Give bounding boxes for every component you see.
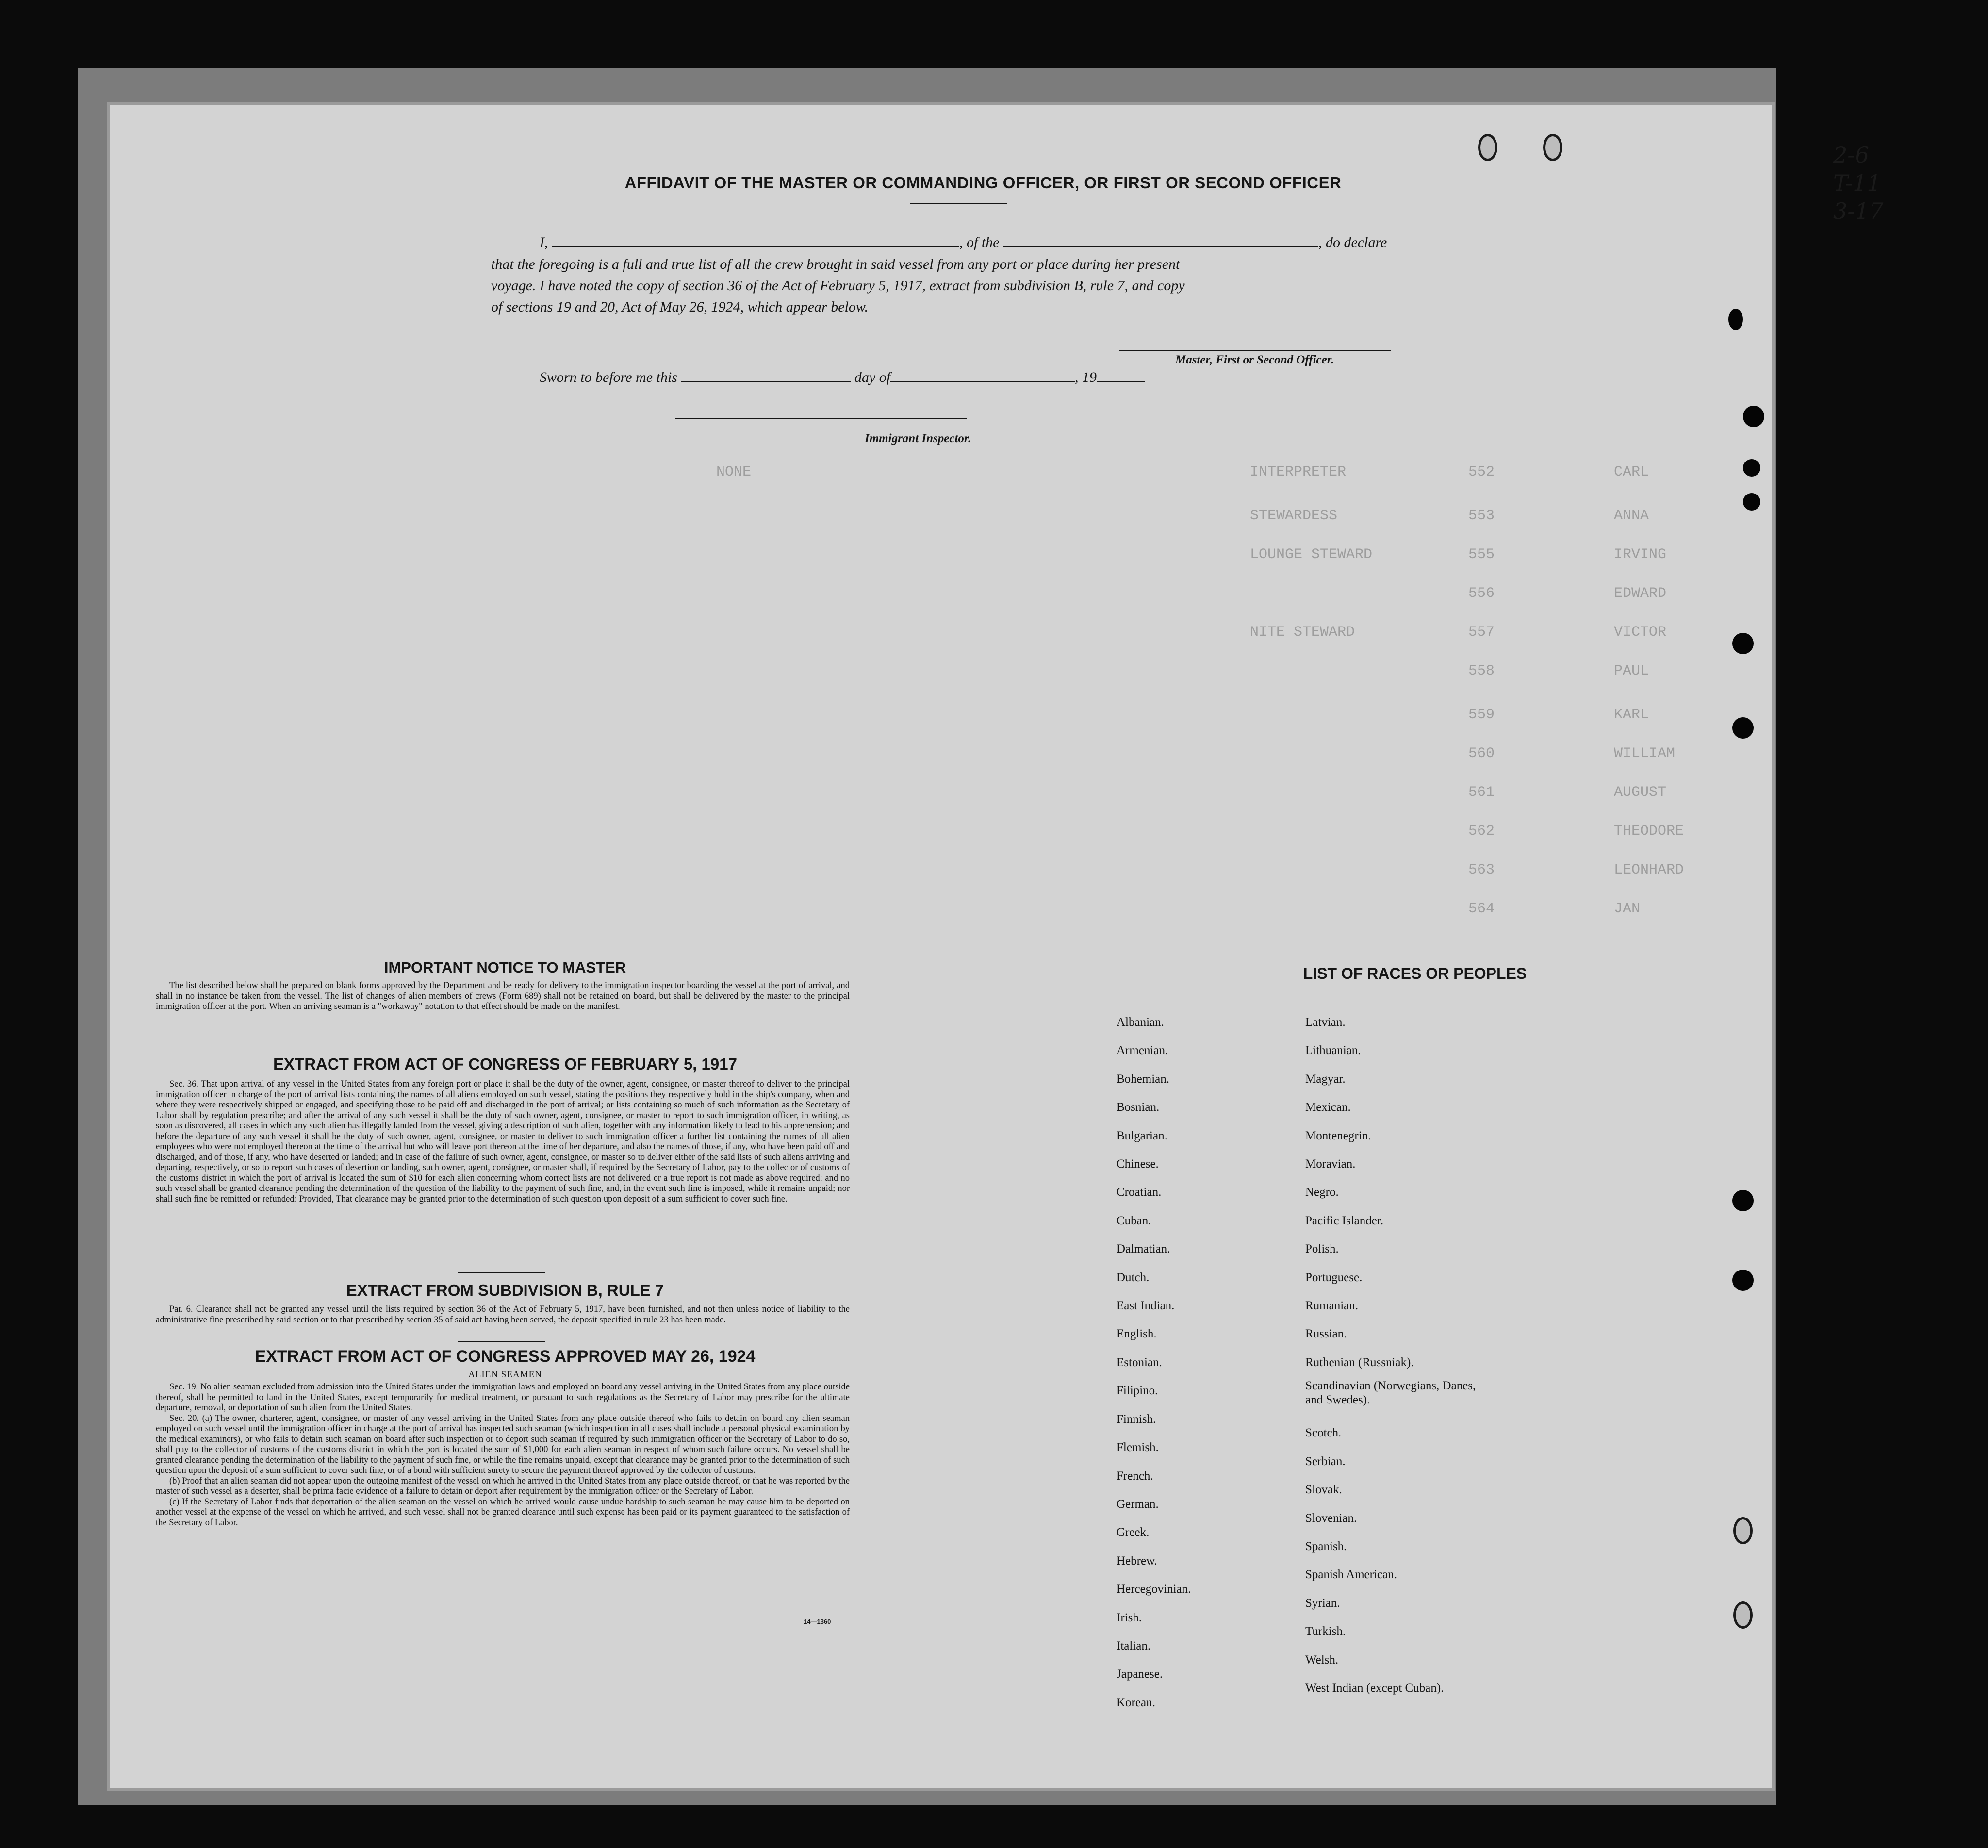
race-item: Syrian. (1305, 1596, 1340, 1610)
race-item: Lithuanian. (1305, 1044, 1361, 1057)
race-item: Bosnian. (1117, 1101, 1160, 1114)
race-item: Scandinavian (Norwegians, Danes, and Swedes). (1305, 1379, 1476, 1407)
race-item: Negro. (1305, 1186, 1339, 1199)
race-item: Welsh. (1305, 1653, 1339, 1666)
race-item: Dutch. (1117, 1270, 1150, 1284)
handwritten-annotation: 2-6 T-11 3-17 (1833, 142, 1884, 224)
extract-1917-title: EXTRACT FROM ACT OF CONGRESS OF FEBRUARY 5, 1917 (273, 1055, 737, 1073)
race-item: Mexican. (1305, 1101, 1351, 1114)
race-item: Japanese. (1117, 1667, 1163, 1681)
notice-text: The list described below shall be prepared on blank forms approved by the Department and be ready for delivery to the immigration inspector boarding the vessel at the port of arrival, and shall in no instance be taken from the vessel. The list of changes of alien members of crews (Form 689) shall not be retained on board, but shall be delivered by the master to the principal immigration officer at the port. When an arriving seaman is a "workaway" notation to that effect should be made on the manifest. (156, 981, 850, 1011)
punch-hole (1732, 1270, 1754, 1291)
master-signature-line[interactable] (1119, 350, 1391, 351)
race-item: Greek. (1117, 1526, 1150, 1539)
declaration-line-4: of sections 19 and 20, Act of May 26, 1924, which appear below. (491, 299, 869, 315)
title-underline (910, 203, 1007, 204)
race-item: Rumanian. (1305, 1299, 1359, 1313)
race-item: Albanian. (1117, 1016, 1164, 1029)
race-item: French. (1117, 1469, 1153, 1483)
race-item: Hercegovinian. (1117, 1583, 1191, 1596)
extract-1924-text: Sec. 19. No alien seaman excluded from admission into the United States under the immigration laws and employed on board any vessel arriving in the United States from any place outside thereof, shall be permitted to land in the United States, except temporarily for medical treatment, or pursuant to such regulations as the Secretary of Labor may prescribe for the ultimate departure, removal, or deportation of such alien from the United States. Sec. 20. (a) The owner, charterer, agent, consignee, or master of any vessel arriving in the United States from any place outside thereof who fails to detain on board any alien seaman employed on such vessel until the immigration officer in charge at the port of arrival has inspected such seaman (which inspection in all cases shall include a personal physical examination by the medical examiners), or who fails to detain such seaman on board after such inspection or to deport such seaman if required by such immigration officer or the Secretary of Labor to do so, shall pay to the collector of customs of the customs district in which the port is located the sum of $1,000 for each alien seaman in respect of whom such failure occurs. No vessel shall be granted clearance pending the determination of the liability to the payment of such fine, or while the fine remains unpaid, except that clearance may be granted prior to the determination of such question upon the deposit of a sum sufficient to cover such fine, or of a bond with sufficient surety to secure the payment thereof approved by the collector of customs. (b) Proof that an alien seaman did not appear upon the outgoing manifest of the vessel on which he arrived in the United States from any place outside thereof, or that he was reported by the master of such vessel as a deserter, shall be prima facie evidence of a failure to detain or deport after requirement by the immigration officer or the Secretary of Labor. (c) If the Secretary of Labor finds that deportation of the alien seaman on the vessel on which he arrived would cause undue hardship to such seaman he may cause him to be deported on another vessel at the expense of the vessel on which he arrived, and such vessel shall not be granted clearance until such expense has been paid or its payment guaranteed to the satisfaction of the Secretary of Labor. (156, 1382, 850, 1528)
punch-hole (1732, 1190, 1754, 1211)
extract-rule7-title: EXTRACT FROM SUBDIVISION B, RULE 7 (346, 1281, 664, 1299)
sworn-day-blank[interactable] (681, 381, 851, 382)
binder-ring-top-left (1478, 134, 1497, 161)
extract-1924-title: EXTRACT FROM ACT OF CONGRESS APPROVED MAY 26, 1924 (255, 1347, 756, 1366)
race-item: Pacific Islander. (1305, 1214, 1384, 1227)
race-item: Polish. (1305, 1242, 1339, 1256)
race-item: Flemish. (1117, 1441, 1159, 1454)
sworn-year-blank[interactable] (1097, 381, 1145, 382)
race-item: Cuban. (1117, 1214, 1151, 1227)
declaration-line-3: voyage. I have noted the copy of section 36 of the Act of February 5, 1917, extract from subdivision B, rule 7, and copy (491, 278, 1185, 294)
form-number: 14—1360 (804, 1618, 831, 1625)
race-item: English. (1117, 1327, 1157, 1341)
master-signature-caption: Master, First or Second Officer. (1175, 353, 1334, 366)
race-item: Irish. (1117, 1611, 1142, 1624)
race-item: Turkish. (1305, 1625, 1346, 1638)
affidavit-title: AFFIDAVIT OF THE MASTER OR COMMANDING OFFICER, OR FIRST OR SECOND OFFICER (624, 174, 1342, 192)
binder-ring-bottom (1733, 1601, 1753, 1629)
race-item: Slovak. (1305, 1483, 1342, 1497)
declaration-line-1: I, , of the , do declare (540, 234, 1387, 250)
punch-hole (1728, 309, 1743, 330)
race-item: Hebrew. (1117, 1554, 1157, 1568)
races-title: LIST OF RACES OR PEOPLES (1303, 965, 1527, 982)
race-item: Spanish American. (1305, 1568, 1397, 1582)
races-left-column (1117, 1008, 1191, 1717)
inspector-signature-line[interactable] (675, 418, 967, 419)
race-item: Bohemian. (1117, 1072, 1170, 1086)
race-item: Montenegrin. (1305, 1129, 1371, 1142)
race-item: Spanish. (1305, 1539, 1347, 1553)
affidavit-page: CARL 552 INTERPRETER NONE ANNA 553 STEWARDESS IRVING 555 LOUNGE STEWARD EDWARD 556 VICTOR 557 NITE STEWARD PAUL 558 KARL 559 WILLIAM 560 AUGUST 561 THEODORE 562 LEONHARD 563 JAN 564 AFFIDAVIT OF THE MASTER OR COMMANDING OFFICER, OR FIRST OR SECOND OFFICER I, , of the , do declare that the foregoing is a full and true list of all the crew brought in said vessel from any port or place during her present voyage. I have noted the copy of section 36 of the Act of February 5, 1917, extract from subdivision B, rule 7, and copy of sections 19 and 20, Act of May 26, 1924, which appear below. Master, First or Second Officer. Sworn to before me this day of , 19 Immigrant Inspector. IMPORTANT NOTICE TO MASTER The list described below shall be prepared on blank forms approved by the Department and be ready for delivery to the immigration inspector boarding the vessel at the port of arrival, and shall in no instance be taken from the vessel. The list of changes of alien members of crews (Form 689) shall not be retained on board, but shall be delivered by the master to the principal immigration officer at the port. When an arriving seaman is a "workaway" notation to that effect should be made on the manifest. EXTRACT FROM ACT OF CONGRESS OF FEBRUARY 5, 1917 Sec. 36. That upon arrival of any vessel in the United States from any foreign port or place it shall be the duty of the owner, agent, consignee, or master thereof to deliver to the principal immigration officer in charge of the port of arrival lists containing the names of all aliens employed on such vessel, stating the positions they respectively hold in the ship's company, when and where they were respectively shipped or engaged, and specifying those to be paid off and discharged in the port of arrival; or lists containing so much of such information as the Secretary of Labor shall by regulation prescribe; and after the arrival of any such vessel it shall be the duty of such owner, agent, consignee, or master to report to such immigration officer, in writing, as soon as discovered, all cases in which any such alien has illegally landed from the vessel, giving a description of such alien, together with any information likely to lead to his apprehension; and before the departure of any such vessel it shall be the duty of such owner, agent, consignee, or master to deliver to such immigration officer a further list containing the names of all alien employees who were not employed thereon at the time of the arrival but who will leave port thereon at the time of her departure, and also the names of those, if any, who have been paid off and discharged, and of those, if any, who have deserted or landed; and in case of the failure of such owner, agent, consignee, or master so to deliver either of the said lists of such aliens arriving and departing, respectively, or so to report such cases of desertion or landing, such owner, agent, consignee, or master shall, if required by the Secretary of Labor, pay to the collector of customs of the customs district in which the port of arrival is located the sum of $10 for each alien concerning whom correct lists are not delivered or a true report is not made as above required; and no such vessel shall be granted clearance pending the determination of the question of the liability to the payment of such fine, and, in the event such fine is imposed, while it remains unpaid; nor shall such fine be remitted or refunded: Provided, That clearance may be granted prior to the determination of such question upon deposit of a sum sufficient to cover such fine. EXTRACT FROM SUBDIVISION B, RULE 7 Par. 6. Clearance shall not be granted any vessel until the lists required by section 36 of the Act of February 5, 1917, have been furnished, and not then unless notice of liability to the administrative fine prescribed by said section or to that prescribed by section 35 of said act having been served, the deposit specified in rule 23 has been made. EXTRACT FROM ACT OF CONGRESS APPROVED MAY 26, 1924 ALIEN SEAMEN Sec. 19. No alien seaman excluded from admission into the United States under the immigration laws and employed on board any vessel arriving in the United States from any place outside thereof, shall be permitted to land in the United States, except temporarily for medical treatment, or pursuant to such regulations as the Secretary of Labor may prescribe for the ultimate departure, removal, or deportation of such alien from the United States. Sec. 20. (a) The owner, charterer, agent, consignee, or master of any vessel arriving in the United States from any place outside thereof who fails to detain on board any alien seaman employed on such vessel until the immigration officer in charge at the port of arrival has inspected such seaman (which inspection in all cases shall include a personal physical examination by the medical examiners), or who fails to detain such seaman on board after such inspection or to deport such seaman if required by such immigration officer or the Secretary of Labor to do so, shall pay to the collector of customs of the customs district in which the port is located the sum of $1,000 for each alien seaman in respect of whom such failure occurs. No vessel shall be granted clearance pending the determination of the liability to the payment of such fine, or while the fine remains unpaid, except that clearance may be granted prior to the determination of such question upon the deposit of a sum sufficient to cover such fine, or of a bond with sufficient surety to secure the payment thereof approved by the collector of customs. (b) Proof that an alien seaman did not appear upon the outgoing manifest of the vessel on which he arrived in the United States from any place outside thereof, or that he was reported by the master of such vessel as a deserter, shall be prima facie evidence of a failure to detain or deport after requirement by the immigration officer or the Secretary of Labor. (c) If the Secretary of Labor finds that deportation of the alien seaman on the vessel on which he arrived would cause undue hardship to such seaman he may cause him to be deported on another vessel at the expense of the vessel on which he arrived, and such vessel shall not be granted clearance until such expense has been paid or its payment guaranteed to the satisfaction of the Secretary of Labor. 14—1360 LIST OF RACES OR PEOPLES Albanian. Armenian. Bohemian. Bosnian. Bulgarian. Chinese. Croatian. Cuban. Dalmatian. Dutch. East Indian. English. Estonian. Filipino. Finnish. Flemish. French. German. Greek. Hebrew. Hercegovinian. Irish. Italian. Japanese. Korean. Latvian. Lithuanian. Magyar. Mexican. Montenegrin. Moravian. Negro. Pacific Islander. Polish. Portuguese. Rumanian. Russian. Ruthenian (Russniak). Scandinavian (Norwegians, Danes, and Swedes). Scotch. Serbian. Slovak. Slovenian. Spanish. Spanish American. Syrian. Turkish. Welsh. West Indian (except Cuban). (110, 105, 1772, 1788)
race-item: Estonian. (1117, 1355, 1162, 1369)
races-right-column (1305, 1008, 1490, 1702)
race-item: Ruthenian (Russniak). (1305, 1355, 1414, 1369)
race-item: Croatian. (1117, 1186, 1162, 1199)
race-item: Scotch. (1305, 1426, 1342, 1440)
race-item: Bulgarian. (1117, 1129, 1167, 1142)
race-item: Russian. (1305, 1327, 1347, 1341)
race-item: Moravian. (1305, 1157, 1356, 1171)
race-item: German. (1117, 1497, 1159, 1511)
punch-hole (1743, 459, 1760, 477)
race-item: Filipino. (1117, 1384, 1158, 1398)
inspector-signature-caption: Immigrant Inspector. (865, 432, 971, 445)
binder-ring-bottom (1733, 1517, 1753, 1544)
race-item: Italian. (1117, 1639, 1151, 1652)
notice-title: IMPORTANT NOTICE TO MASTER (384, 959, 626, 976)
race-item: Latvian. (1305, 1016, 1346, 1029)
master-name-blank[interactable] (552, 246, 959, 247)
punch-hole (1732, 633, 1754, 654)
punch-hole (1743, 406, 1764, 427)
race-item: West Indian (except Cuban). (1305, 1681, 1444, 1695)
sworn-line: Sworn to before me this day of , 19 (540, 369, 1145, 386)
binder-ring-top-right (1543, 134, 1562, 161)
vessel-name-blank[interactable] (1003, 246, 1318, 247)
declaration-line-2: that the foregoing is a full and true list of all the crew brought in said vessel from any port or place during her present (491, 256, 1180, 272)
race-item: East Indian. (1117, 1299, 1175, 1313)
race-item: Korean. (1117, 1696, 1155, 1709)
divider-1 (458, 1272, 545, 1273)
punch-hole (1732, 717, 1754, 739)
sworn-month-blank[interactable] (890, 381, 1075, 382)
punch-hole (1743, 493, 1760, 511)
race-item: Slovenian. (1305, 1511, 1357, 1525)
divider-2 (458, 1341, 545, 1342)
race-item: Finnish. (1117, 1412, 1156, 1426)
alien-seamen-subtitle: ALIEN SEAMEN (468, 1370, 542, 1380)
race-item: Dalmatian. (1117, 1242, 1170, 1256)
race-item: Chinese. (1117, 1157, 1159, 1171)
extract-1917-text: Sec. 36. That upon arrival of any vessel in the United States from any foreign port or place it shall be the duty of the owner, agent, consignee, or master thereof to deliver to the principal immigration officer in charge of the port of arrival lists containing the names of all aliens employed on such vessel, stating the positions they respectively hold in the ship's company, when and where they were respectively shipped or engaged, and specifying those to be paid off and discharged in the port of arrival; or lists containing so much of such information as the Secretary of Labor shall by regulation prescribe; and after the arrival of any such vessel it shall be the duty of such owner, agent, consignee, or master to report to such immigration officer, in writing, as soon as discovered, all cases in which any such alien has illegally landed from the vessel, giving a description of such alien, together with any information likely to lead to his apprehension; and before the departure of any such vessel it shall be the duty of such owner, agent, consignee, or master to deliver to such immigration officer a further list containing the names of all alien employees who were not employed thereon at the time of the arrival but who will leave port thereon at the time of her departure, and also the names of those, if any, who have been paid off and discharged, and of those, if any, who have deserted or landed; and in case of the failure of such owner, agent, consignee, or master so to deliver either of the said lists of such aliens arriving and departing, respectively, or so to report such cases of desertion or landing, such owner, agent, consignee, or master shall, if required by the Secretary of Labor, pay to the collector of customs of the customs district in which the port of arrival is located the sum of $10 for each alien concerning whom correct lists are not delivered or a true report is not made as above required; and no such vessel shall be granted clearance pending the determination of the question of the liability to the payment of such fine, and, in the event such fine is imposed, while it remains unpaid; nor shall such fine be remitted or refunded: Provided, That clearance may be granted prior to the determination of such question upon deposit of a sum sufficient to cover such fine. (156, 1079, 850, 1204)
race-item: Magyar. (1305, 1072, 1346, 1086)
race-item: Portuguese. (1305, 1270, 1363, 1284)
race-item: Armenian. (1117, 1044, 1168, 1057)
race-item: Serbian. (1305, 1454, 1346, 1468)
extract-rule7-text: Par. 6. Clearance shall not be granted any vessel until the lists required by section 36 of the Act of February 5, 1917, have been furnished, and not then unless notice of liability to the administrative fine prescribed by said section or to that prescribed by section 35 of said act having been served, the deposit specified in rule 23 has been made. (156, 1304, 850, 1325)
